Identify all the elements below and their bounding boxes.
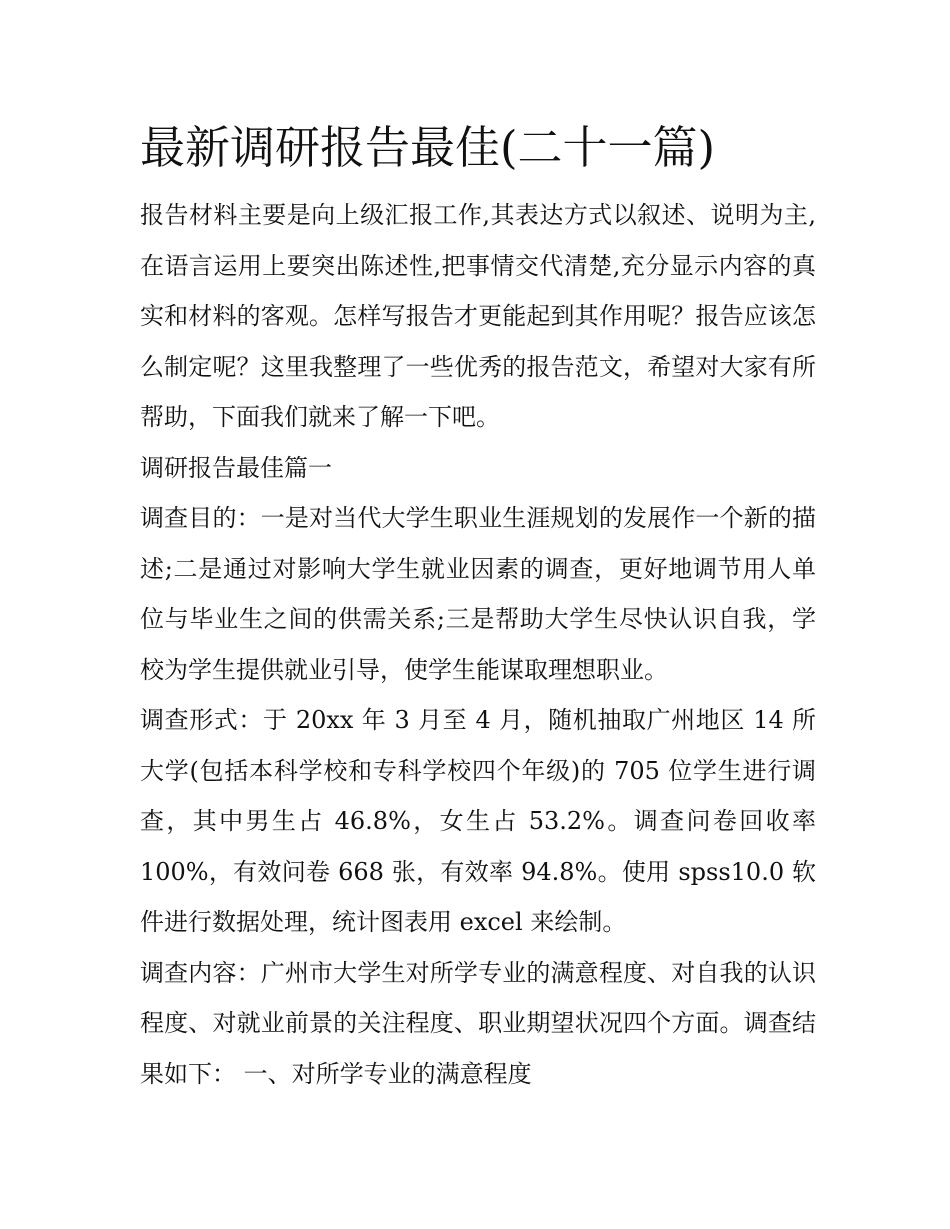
- section-heading: 调研报告最佳篇一: [140, 453, 332, 482]
- document-page: [140, 112, 816, 1099]
- intro-paragraph: 报告材料主要是向上级汇报工作,其表达方式以叙述、说明为主,在语言运用上要突出陈述性,把事情交代清楚,充分显示内容的真实和材料的客观。怎样写报告才更能起到其作用呢？报告应该怎么制定呢？这里我整理了一些优秀的报告范文，希望对大家有所帮助，下面我们就来了解一下吧。: [140, 201, 816, 431]
- survey-form-paragraph: 调查形式：于 20xx 年 3 月至 4 月，随机抽取广州地区 14 所大学(包括本科学校和专科学校四个年级)的 705 位学生进行调查，其中男生占 46.8%，女生占 53.2%。调查问卷回收率 100%，有效问卷 668 张，有效率 94.8%。使用 spss10.0 软件进行数据处理，统计图表用 excel 来绘制。: [140, 706, 816, 936]
- document-title: 最新调研报告最佳(二十一篇): [140, 121, 716, 174]
- survey-content-paragraph: 调查内容：广州市大学生对所学专业的满意程度、对自我的认识程度、对就业前景的关注程度、职业期望状况四个方面。调查结果如下： 一、对所学专业的满意程度: [140, 958, 816, 1088]
- survey-purpose-paragraph: 调查目的：一是对当代大学生职业生涯规划的发展作一个新的描述;二是通过对影响大学生就业因素的调查，更好地调节用人单位与毕业生之间的供需关系;三是帮助大学生尽快认识自我，学校为学生提供就业引导，使学生能谋取理想职业。: [140, 504, 816, 684]
